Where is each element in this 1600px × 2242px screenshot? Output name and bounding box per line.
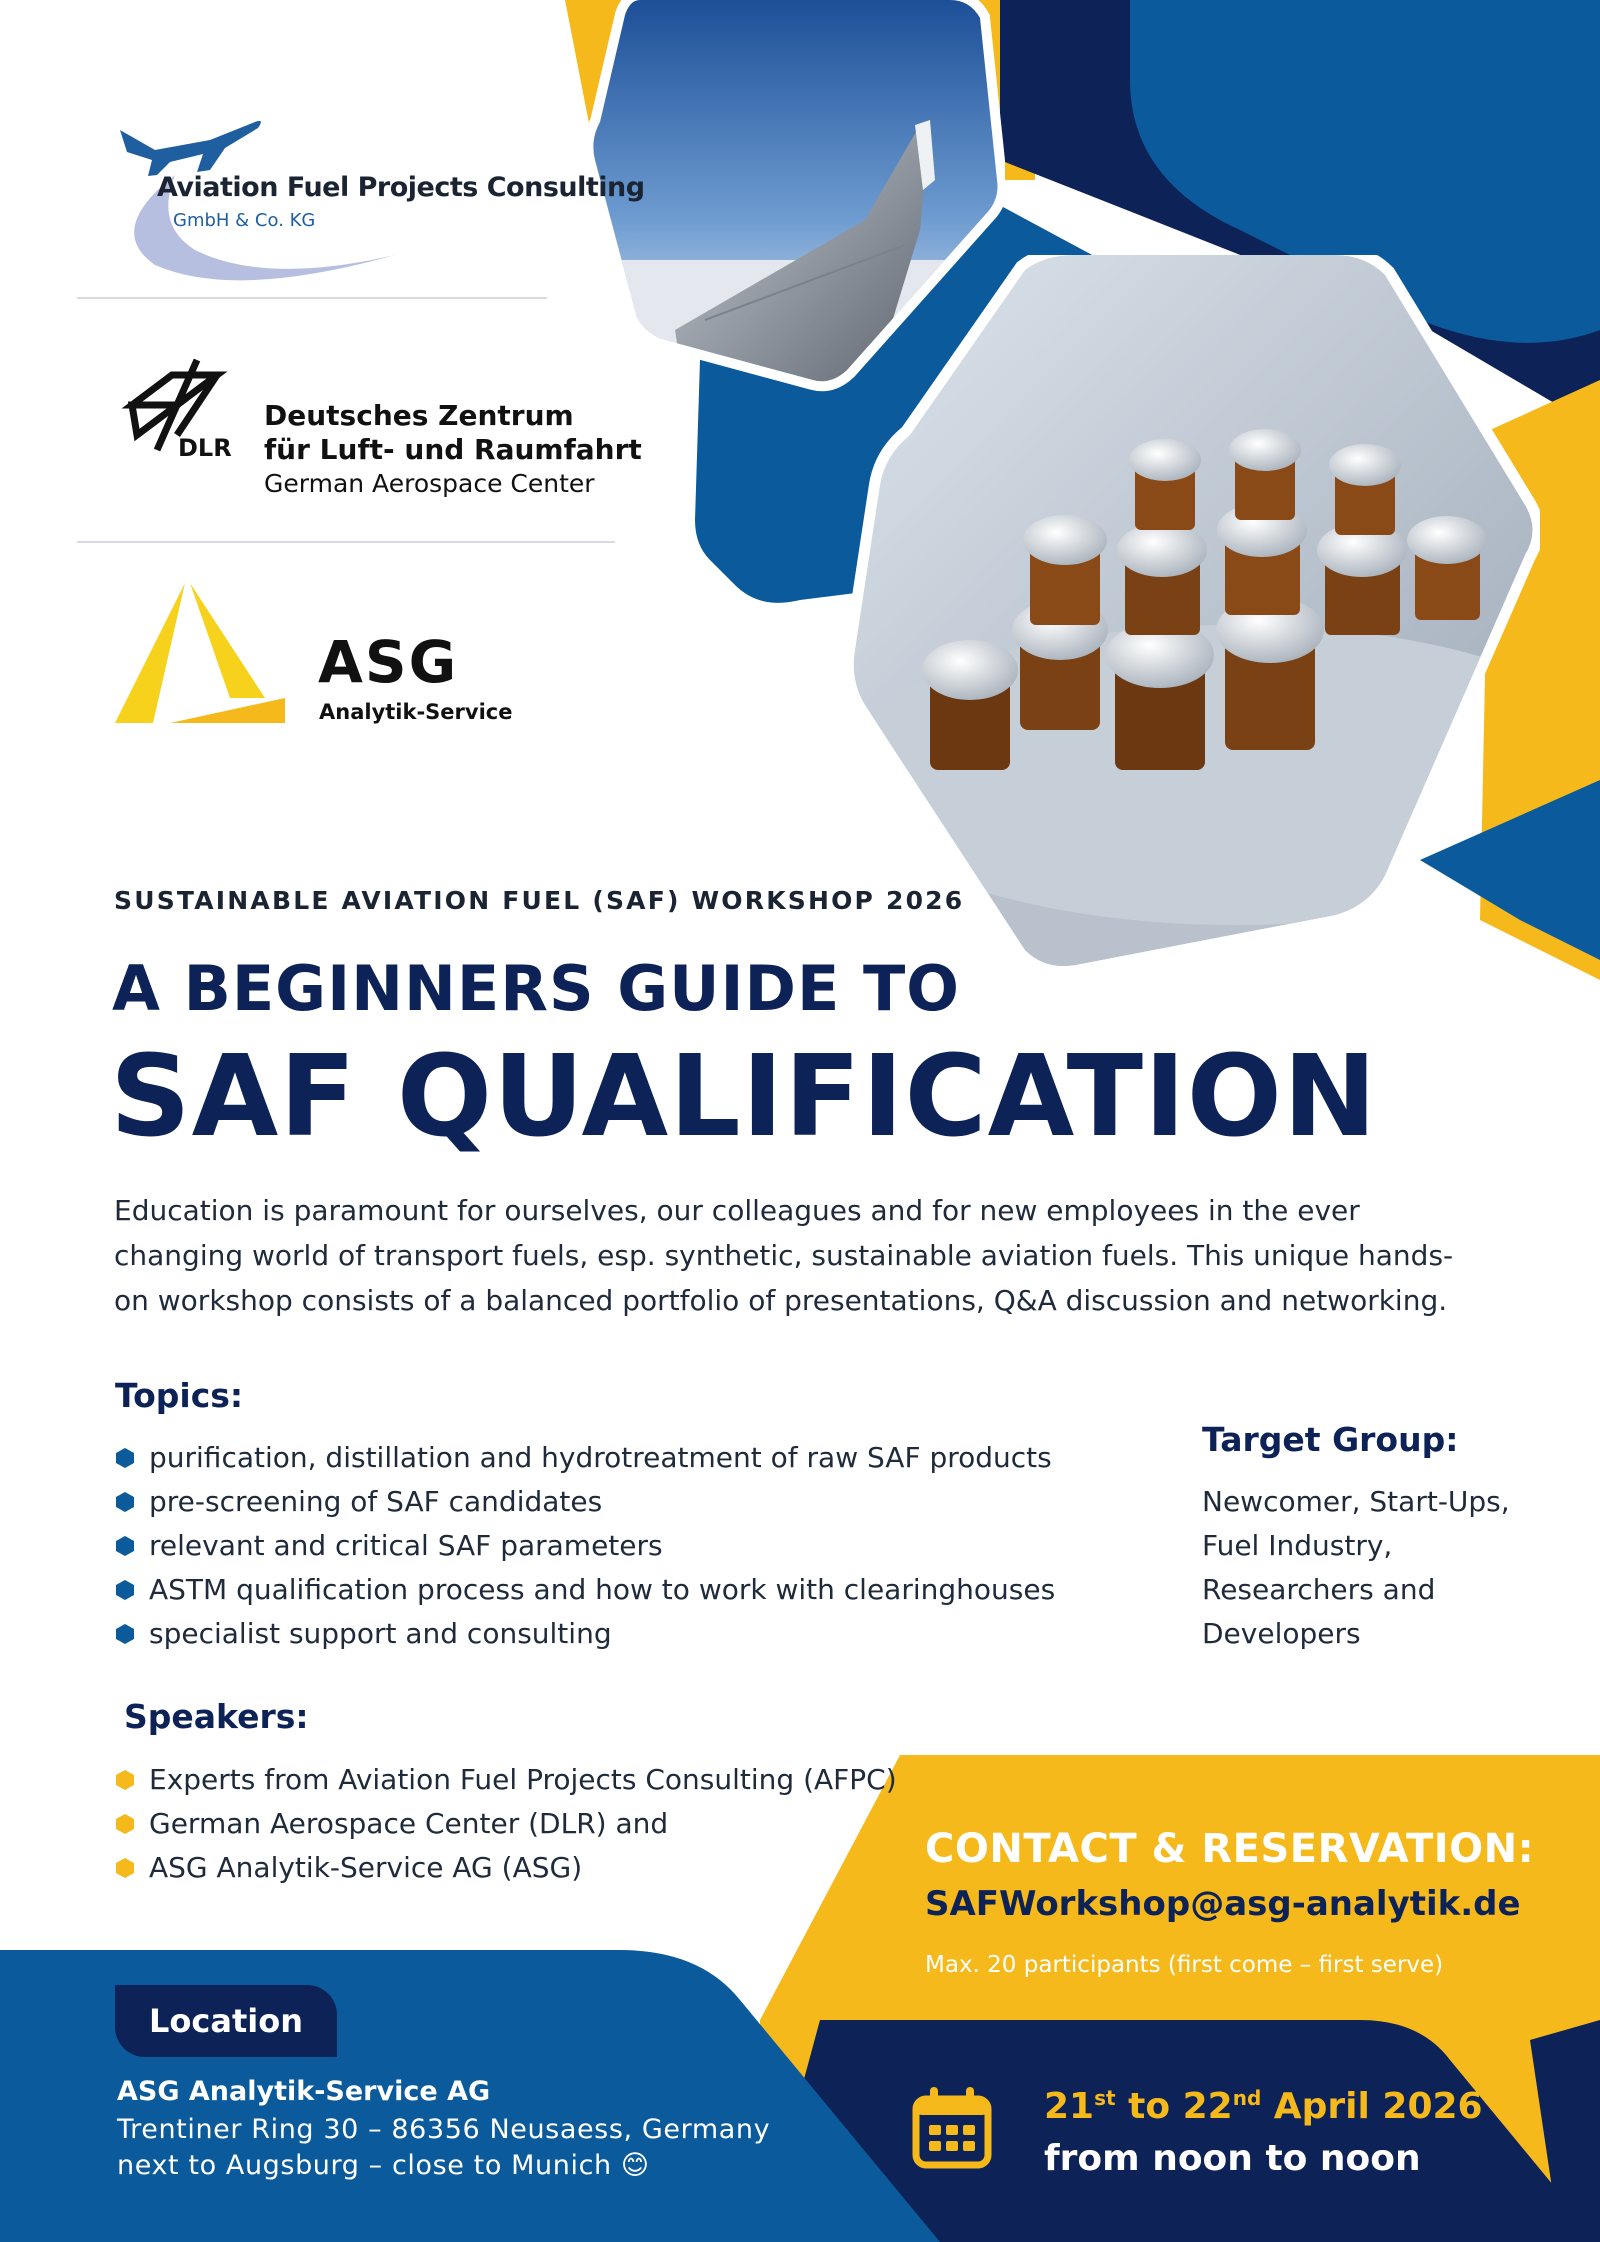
location-address: Trentiner Ring 30 – 86356 Neusaess, Germany	[117, 2114, 771, 2145]
hexagon-bullet-icon	[115, 1448, 135, 1468]
topic-item	[115, 1568, 1055, 1612]
date-day1: 21	[1044, 2086, 1095, 2127]
hexagon-bullet-icon	[115, 1624, 135, 1644]
asg-name: ASG	[318, 628, 459, 696]
topic-item	[115, 1524, 1055, 1568]
date-day2: 22	[1182, 2086, 1233, 2127]
topics-title: Topics:	[115, 1376, 244, 1415]
speaker-item	[115, 1802, 897, 1846]
target-group-line: Researchers and	[1202, 1573, 1436, 1606]
headline-line-2: SAF QUALIFICATION	[110, 1032, 1378, 1162]
topic-text: purification, distillation and hydrotreatment of raw SAF products	[149, 1441, 1052, 1474]
target-group-line: Newcomer, Start-Ups,	[1202, 1485, 1510, 1518]
date-month-year: April 2026	[1261, 2086, 1483, 2127]
contact-note: Max. 20 participants (first come – first serve)	[925, 1952, 1444, 1978]
afpc-logo	[115, 110, 645, 290]
topic-item	[115, 1436, 1055, 1480]
hexagon-bullet-icon	[115, 1536, 135, 1556]
afpc-logo-name: Aviation Fuel Projects Consulting	[157, 172, 645, 203]
speaker-item	[115, 1758, 897, 1802]
hexagon-bullet-icon	[115, 1858, 135, 1878]
dlr-abbr: DLR	[178, 434, 232, 462]
topic-text: specialist support and consulting	[149, 1617, 612, 1650]
date-sup2: nd	[1232, 2086, 1262, 2110]
event-dates	[1044, 2086, 1483, 2127]
topic-text: relevant and critical SAF parameters	[149, 1529, 663, 1562]
asg-sub: Analytik-Service	[319, 700, 513, 724]
topic-text: ASTM qualification process and how to work with clearinghouses	[149, 1573, 1056, 1606]
topic-text: pre-screening of SAF candidates	[149, 1485, 603, 1518]
speakers-list	[115, 1758, 897, 1890]
location-note: next to Augsburg – close to Munich 😊	[117, 2150, 650, 2181]
contact-title: CONTACT & RESERVATION:	[925, 1826, 1535, 1872]
asg-logo	[115, 578, 565, 728]
speaker-text: ASG Analytik-Service AG (ASG)	[149, 1851, 583, 1884]
hexagon-bullet-icon	[115, 1770, 135, 1790]
topic-item	[115, 1480, 1055, 1524]
dlr-line1: Deutsches Zentrum	[264, 399, 574, 432]
topic-item	[115, 1612, 1055, 1656]
contact-email-link[interactable]: SAFWorkshop@asg-analytik.de	[925, 1884, 1521, 1924]
hexagon-bullet-icon	[115, 1814, 135, 1834]
location-label: Location	[115, 1985, 337, 2057]
target-group-line: Developers	[1202, 1617, 1361, 1650]
dlr-logo	[112, 355, 642, 505]
dlr-line3: German Aerospace Center	[264, 469, 595, 498]
logo-divider-2	[77, 541, 615, 543]
asg-triangle-icon	[115, 578, 290, 728]
intro-paragraph: Education is paramount for ourselves, our colleagues and for new employees in the ever changing world of transport fuels, esp. synthetic, sustainable aviation fuels. This unique hands-on workshop consists of a balanced portfolio of presentations, Q&A discussion and networking.	[114, 1194, 1454, 1317]
vials-photo-hexagon	[835, 255, 1540, 975]
speaker-text: German Aerospace Center (DLR) and	[149, 1807, 669, 1840]
headline-line-1: A BEGINNERS GUIDE TO	[112, 952, 960, 1025]
event-eyebrow: SUSTAINABLE AVIATION FUEL (SAF) WORKSHOP 2026	[114, 886, 965, 915]
target-group-text	[1202, 1480, 1510, 1656]
event-time: from noon to noon	[1044, 2138, 1421, 2179]
location-name: ASG Analytik-Service AG	[117, 2076, 491, 2107]
hexagon-bullet-icon	[115, 1492, 135, 1512]
date-sup1: st	[1094, 2086, 1116, 2110]
target-group-title: Target Group:	[1202, 1420, 1459, 1459]
speakers-title: Speakers:	[124, 1697, 309, 1736]
calendar-icon	[912, 2085, 992, 2170]
target-group-line: Fuel Industry,	[1202, 1529, 1393, 1562]
speaker-item	[115, 1846, 897, 1890]
dlr-line2: für Luft- und Raumfahrt	[264, 433, 642, 466]
date-to: to	[1115, 2086, 1183, 2127]
logo-divider-1	[77, 297, 547, 299]
topics-list	[115, 1436, 1055, 1656]
afpc-logo-sub: GmbH & Co. KG	[173, 210, 316, 231]
speaker-text: Experts from Aviation Fuel Projects Consulting (AFPC)	[149, 1763, 897, 1796]
hexagon-bullet-icon	[115, 1580, 135, 1600]
